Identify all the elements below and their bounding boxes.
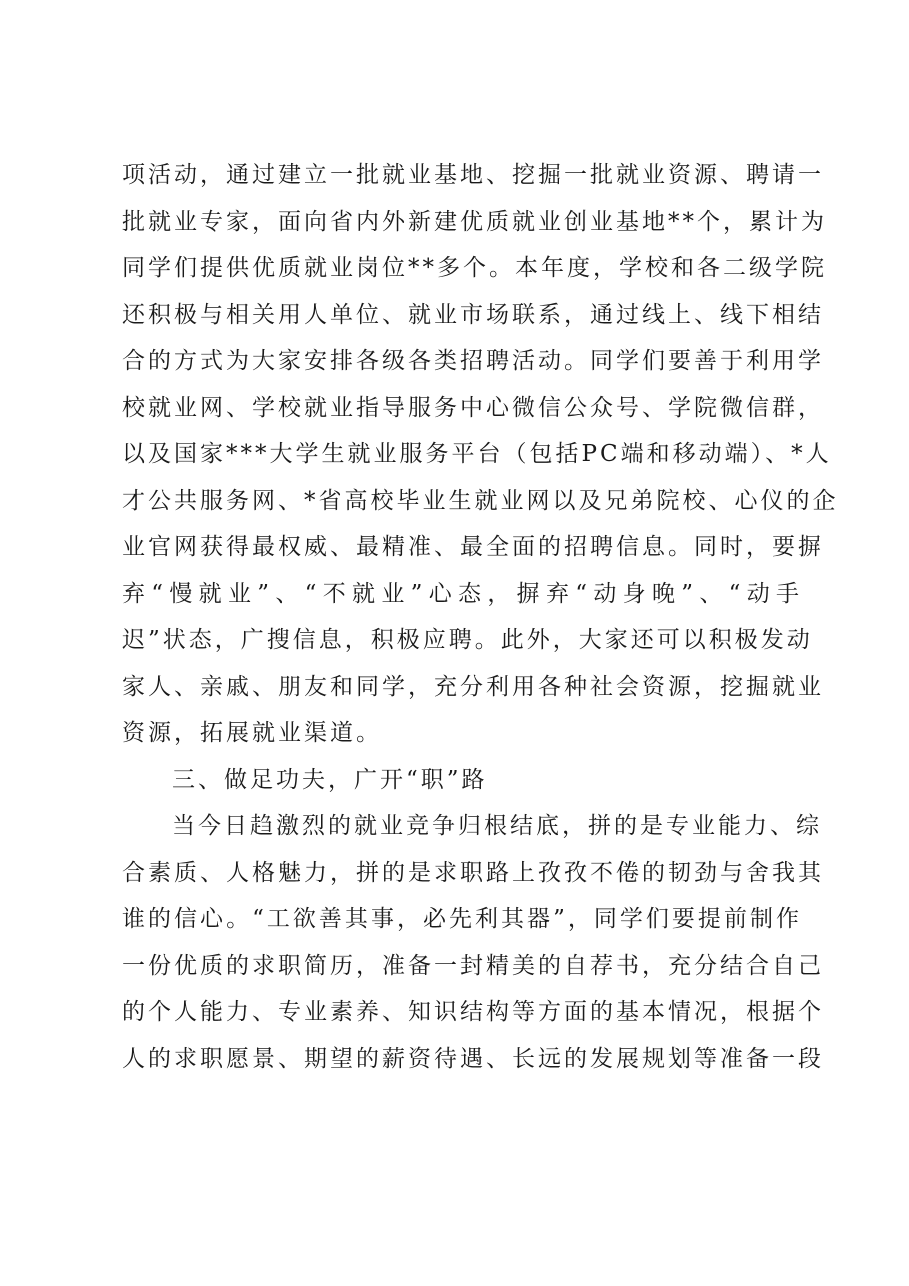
text-line: 家人、亲戚、朋友和同学，充分利用各种社会资源，挖掘就业 xyxy=(122,673,824,700)
text-line: 的个人能力、专业素养、知识结构等方面的基本情况，根据个 xyxy=(122,999,824,1025)
text-line: 一份优质的求职简历，准备一封精美的自荐书，充分结合自己 xyxy=(122,952,824,979)
text-line: 合素质、人格魅力，拼的是求职路上孜孜不倦的韧劲与舍我其 xyxy=(122,859,824,886)
text-line: 校就业网、学校就业指导服务中心微信公众号、学院微信群， xyxy=(122,394,824,421)
text-line: 人的求职愿景、期望的薪资待遇、长远的发展规划等准备一段 xyxy=(122,1045,824,1072)
text-line: 资源，拓展就业渠道。 xyxy=(122,720,382,746)
text-line: 才公共服务网、*省高校毕业生就业网以及兄弟院校、心仪的企 xyxy=(122,487,839,514)
text-line: 项活动，通过建立一批就业基地、挖掘一批就业资源、聘请一 xyxy=(122,162,824,188)
text-line: 合的方式为大家安排各级各类招聘活动。同学们要善于利用学 xyxy=(122,348,824,374)
body-text xyxy=(122,152,839,1082)
text-line: 谁的信心。“工欲善其事，必先利其器”，同学们要提前制作 xyxy=(122,906,802,932)
text-line: 弃“慢就业”、“不就业”心态，摒弃“动身晚”、“动手 xyxy=(122,580,802,607)
text-line: 以及国家***大学生就业服务平台（包括PC端和移动端）、*人 xyxy=(122,441,832,467)
text-line: 迟”状态，广搜信息，积极应聘。此外，大家还可以积极发动 xyxy=(122,627,813,653)
text-line: 还积极与相关用人单位、就业市场联系，通过线上、线下相结 xyxy=(122,301,824,328)
text-line: 同学们提供优质就业岗位**多个。本年度，学校和各二级学院 xyxy=(122,255,827,281)
section-heading: 三、做足功夫，广开“职”路 xyxy=(172,766,488,793)
text-line: 业官网获得最权威、最精准、最全面的招聘信息。同时，要摒 xyxy=(122,534,824,560)
text-line: 批就业专家，面向省内外新建优质就业创业基地**个，累计为 xyxy=(122,208,827,235)
text-line: 当今日趋激烈的就业竞争归根结底，拼的是专业能力、综 xyxy=(172,813,822,839)
